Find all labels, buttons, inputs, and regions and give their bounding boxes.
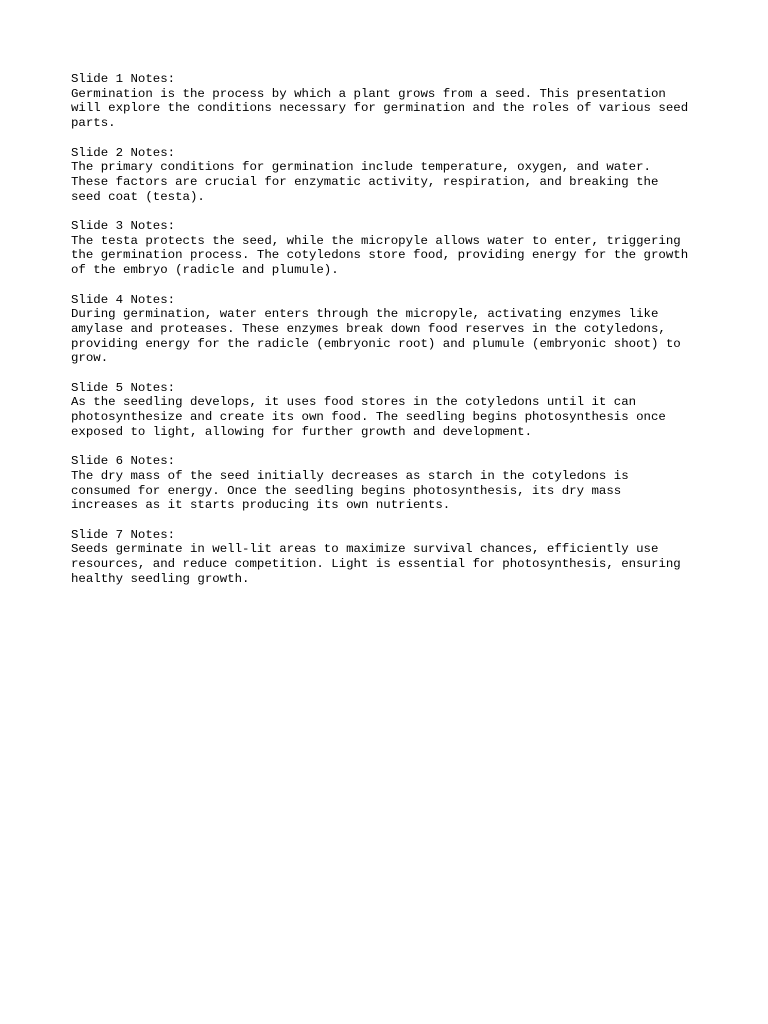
slide-notes-body: The primary conditions for germination include temperature, oxygen, and water. These factors are crucial for enzymatic activity, respiration, and breaking the seed coat (testa). <box>71 160 659 204</box>
slide-notes-heading: Slide 1 Notes: <box>71 72 176 86</box>
slide-notes-heading: Slide 7 Notes: <box>71 527 176 542</box>
slide-notes-heading: Slide 6 Notes: <box>71 454 176 469</box>
slide-4-notes <box>71 293 711 367</box>
slide-notes-heading: Slide 2 Notes: <box>71 145 176 160</box>
slide-notes-body: The dry mass of the seed initially decreases as starch in the cotyledons is consumed for energy. Once the seedling begins photosynthesis, its dry mass increases as it starts producing its own nutrients. <box>71 468 629 513</box>
slide-notes-body: As the seedling develops, it uses food stores in the cotyledons until it can photosynthesize and create its own food. The seedling begins photosynthesis once exposed to light, allowing for further growth and development. <box>71 395 666 439</box>
slide-3-notes <box>71 219 711 278</box>
slide-2-notes <box>71 146 711 205</box>
slide-7-notes <box>71 528 711 587</box>
slide-5-notes <box>71 381 711 440</box>
slide-notes-body: During germination, water enters through the micropyle, activating enzymes like amylase and proteases. These enzymes break down food reserves in the cotyledons, providing energy for the radicle (embryonic root) and plumule (embryonic shoot) to grow. <box>71 307 681 366</box>
slide-notes-heading: Slide 3 Notes: <box>71 219 176 233</box>
slide-notes-body: Seeds germinate in well-lit areas to maximize survival chances, efficiently use resources, and reduce competition. Light is essential for photosynthesis, ensuring healthy seedling growth. <box>71 542 681 586</box>
slide-notes-body: Germination is the process by which a plant grows from a seed. This presentation will explore the conditions necessary for germination and the roles of various seed parts. <box>71 86 689 131</box>
slide-6-notes <box>71 454 711 513</box>
slide-notes-heading: Slide 5 Notes: <box>71 380 176 395</box>
document-page <box>71 72 711 601</box>
slide-notes-body: The testa protects the seed, while the micropyle allows water to enter, triggering the germination process. The cotyledons store food, providing energy for the growth of the embryo (radicle and plumule). <box>71 233 689 278</box>
slide-notes-heading: Slide 4 Notes: <box>71 292 176 307</box>
slide-1-notes <box>71 72 711 131</box>
